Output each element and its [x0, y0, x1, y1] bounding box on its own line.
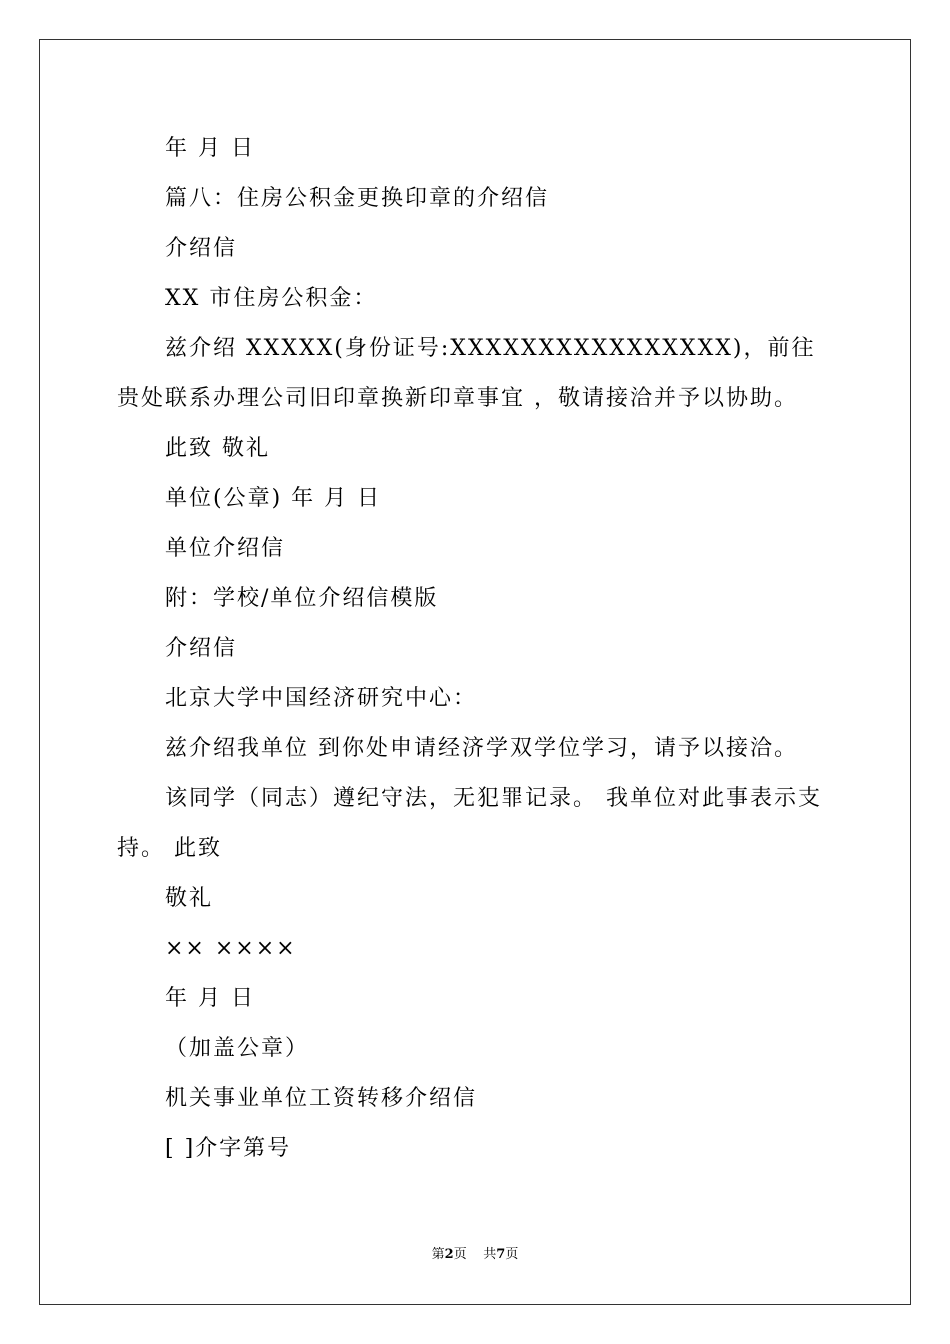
page-footer: [0, 1245, 950, 1265]
seal-note: （加盖公章）: [165, 1036, 310, 1061]
page-suffix: 页: [453, 1247, 467, 1262]
page-total: 7: [496, 1247, 506, 1262]
page-prefix: 第: [431, 1247, 445, 1262]
section-title-unit-letter: 单位介绍信: [165, 536, 286, 561]
letter-title-1: 介绍信: [165, 236, 238, 261]
attachment-label: 附：学校/单位介绍信模版: [165, 586, 439, 611]
letter-title-2: 介绍信: [165, 636, 238, 661]
letter-closing-1: 此致 敬礼: [165, 436, 270, 461]
letter-body-1: 兹介绍 XXXXX(身份证号:XXXXXXXXXXXXXXXX)，前往贵处联系办理公司旧印章换新印章事宜 ，敬请接洽并予以协助。: [117, 336, 816, 411]
letter-recipient-2: 北京大学中国经济研究中心：: [165, 686, 478, 711]
letter-body-3: 该同学（同志）遵纪守法，无犯罪记录。 我单位对此事表示支持。 此致: [117, 786, 822, 861]
total-suffix: 页: [505, 1247, 519, 1262]
text-date-1: 年 月 日: [165, 136, 255, 161]
letter-body-2: 兹介绍我单位 到你处申请经济学双学位学习，请予以接洽。: [165, 736, 798, 761]
section-title-salary-transfer: 机关事业单位工资转移介绍信: [165, 1086, 478, 1111]
total-prefix: 共: [483, 1247, 497, 1262]
text-date-2: 年 月 日: [165, 986, 255, 1011]
letter-signature-1: 单位(公章) 年 月 日: [165, 486, 382, 511]
letter-signature-2: ×× ××××: [165, 936, 297, 961]
reference-number-line: [ ]介字第号: [165, 1136, 292, 1161]
letter-recipient-1: XX 市住房公积金：: [165, 286, 378, 311]
letter-closing-2: 敬礼: [165, 886, 214, 911]
page-current: 2: [444, 1247, 454, 1262]
section-heading-8: 篇八：住房公积金更换印章的介绍信: [165, 186, 550, 211]
